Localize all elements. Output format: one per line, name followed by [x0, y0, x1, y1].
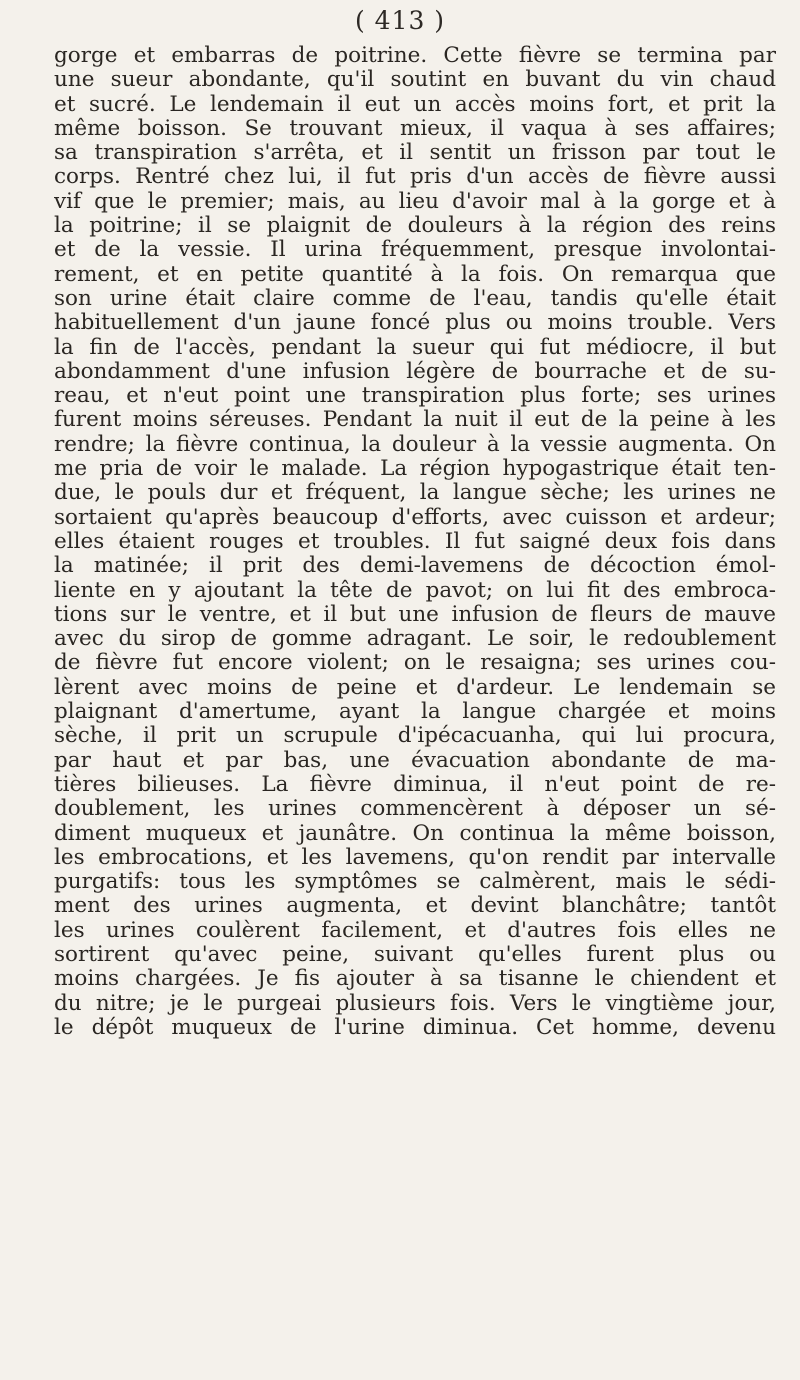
text-line: les urines coulèrent facilement, et d'autres fois elles ne [54, 918, 776, 943]
text-line: rement, et en petite quantité à la fois. On remarqua que [54, 262, 776, 287]
text-line: abondamment d'une infusion légère de bourrache et de su- [54, 359, 776, 384]
text-line: une sueur abondante, qu'il soutint en buvant du vin chaud [54, 68, 776, 93]
text-line: due, le pouls dur et fréquent, la langue sèche; les urines ne [54, 481, 776, 506]
text-line: par haut et par bas, une évacuation abondante de ma- [54, 748, 776, 773]
text-line: les embrocations, et les lavemens, qu'on rendit par intervalle [54, 845, 776, 870]
text-line: habituellement d'un jaune foncé plus ou moins trouble. Vers [54, 311, 776, 336]
text-line: ment des urines augmenta, et devint blanchâtre; tantôt [54, 894, 776, 919]
text-line: tières bilieuses. La fièvre diminua, il n'eut point de re- [54, 772, 776, 797]
text-line: me pria de voir le malade. La région hypogastrique était ten- [54, 457, 776, 482]
text-line: son urine était claire comme de l'eau, tandis qu'elle était [54, 286, 776, 311]
text-line: sortaient qu'après beaucoup d'efforts, avec cuisson et ardeur; [54, 505, 776, 530]
text-line: de fièvre fut encore violent; on le resaigna; ses urines cou- [54, 651, 776, 676]
text-line: vif que le premier; mais, au lieu d'avoir mal à la gorge et à [54, 189, 776, 214]
page-number: ( 413 ) [354, 6, 446, 35]
text-line: rendre; la fièvre continua, la douleur à la vessie augmenta. On [54, 432, 776, 457]
text-line: liente en y ajoutant la tête de pavot; on lui fit des embroca- [54, 578, 776, 603]
text-line: doublement, les urines commencèrent à déposer un sé- [54, 797, 776, 822]
text-line: diment muqueux et jaunâtre. On continua la même boisson, [54, 821, 776, 846]
body-text [54, 44, 776, 1040]
text-line: reau, et n'eut point une transpiration plus forte; ses urines [54, 384, 776, 409]
text-line: la poitrine; il se plaignit de douleurs à la région des reins [54, 214, 776, 239]
text-line: sortirent qu'avec peine, suivant qu'elles furent plus ou [54, 942, 776, 967]
text-line: du nitre; je le purgeai plusieurs fois. Vers le vingtième jour, [54, 991, 776, 1016]
text-line: plaignant d'amertume, ayant la langue chargée et moins [54, 700, 776, 725]
text-line: le dépôt muqueux de l'urine diminua. Cet homme, devenu [54, 1015, 776, 1040]
text-line: purgatifs: tous les symptômes se calmèrent, mais le sédi- [54, 870, 776, 895]
text-line: lèrent avec moins de peine et d'ardeur. Le lendemain se [54, 675, 776, 700]
text-line: furent moins séreuses. Pendant la nuit il eut de la peine à les [54, 408, 776, 433]
text-line: corps. Rentré chez lui, il fut pris d'un accès de fièvre aussi [54, 165, 776, 190]
text-line: la matinée; il prit des demi-lavemens de décoction émol- [54, 554, 776, 579]
text-line: elles étaient rouges et troubles. Il fut saigné deux fois dans [54, 529, 776, 554]
text-line: et de la vessie. Il urina fréquemment, presque involontai- [54, 238, 776, 263]
text-line: moins chargées. Je fis ajouter à sa tisanne le chiendent et [54, 967, 776, 992]
text-line: même boisson. Se trouvant mieux, il vaqua à ses affaires; [54, 116, 776, 141]
text-line: gorge et embarras de poitrine. Cette fièvre se termina par [54, 44, 776, 68]
text-line: tions sur le ventre, et il but une infusion de fleurs de mauve [54, 602, 776, 627]
text-line: avec du sirop de gomme adragant. Le soir, le redoublement [54, 627, 776, 652]
text-line: la fin de l'accès, pendant la sueur qui fut médiocre, il but [54, 335, 776, 360]
text-line: sèche, il prit un scrupule d'ipécacuanha, qui lui procura, [54, 724, 776, 749]
text-line: et sucré. Le lendemain il eut un accès moins fort, et prit la [54, 92, 776, 117]
text-line: sa transpiration s'arrêta, et il sentit un frisson par tout le [54, 141, 776, 166]
